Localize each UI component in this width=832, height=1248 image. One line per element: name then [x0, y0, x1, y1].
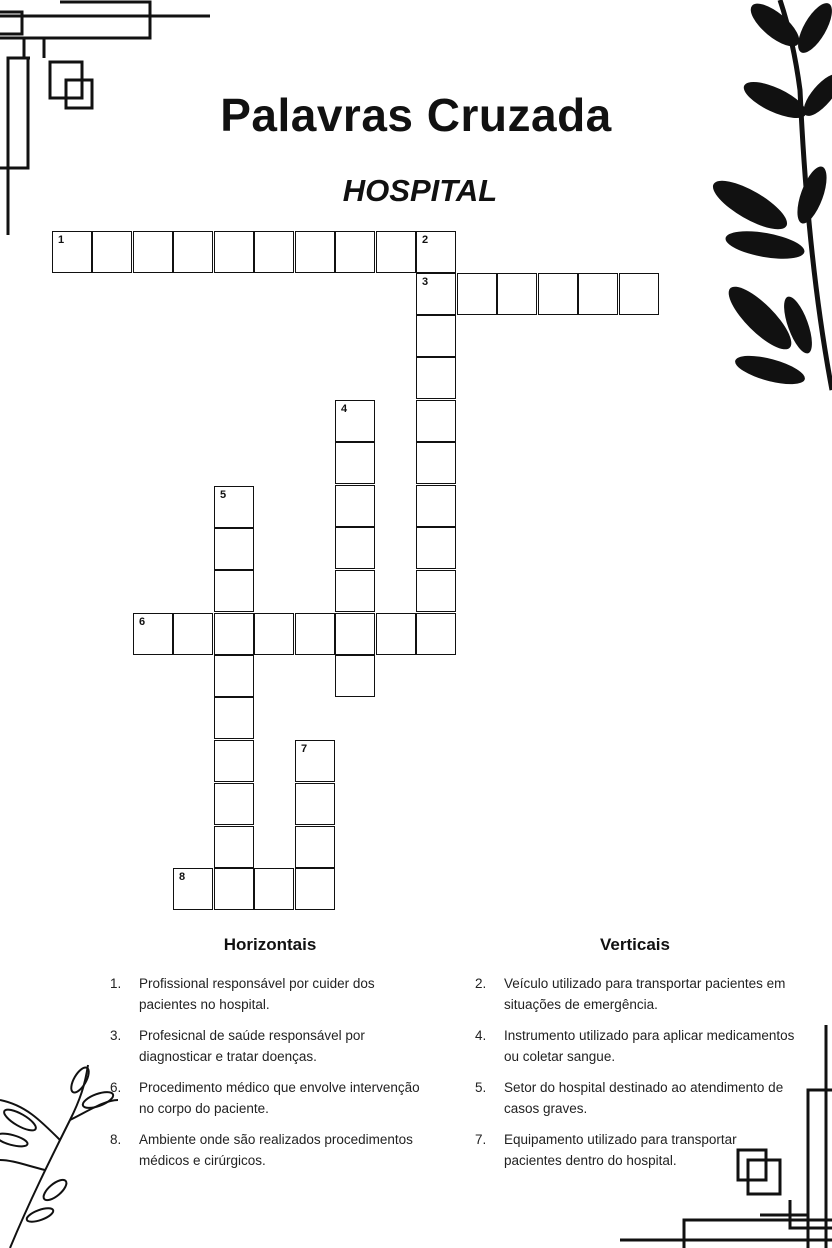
crossword-cell[interactable] — [133, 231, 173, 273]
crossword-cell[interactable] — [295, 826, 335, 868]
clue-item-text: Veículo utilizado para transportar pacientes em situações de emergência. — [504, 976, 786, 1012]
crossword-cell[interactable] — [376, 613, 416, 655]
crossword-cell[interactable] — [173, 231, 213, 273]
clue-item-text: Profissional responsável por cuider dos pacientes no hospital. — [139, 976, 375, 1012]
crossword-cell[interactable] — [335, 655, 375, 697]
crossword-cell[interactable] — [92, 231, 132, 273]
crossword-cell[interactable] — [214, 655, 254, 697]
crossword-cell[interactable] — [254, 231, 294, 273]
clue-number: 6 — [139, 616, 146, 628]
vertical-clues — [475, 935, 795, 1181]
clue-item-number: 4. — [475, 1028, 487, 1043]
crossword-cell[interactable] — [335, 400, 375, 442]
crossword-cell[interactable] — [416, 400, 456, 442]
crossword-cell[interactable] — [416, 570, 456, 612]
crossword-cell[interactable] — [214, 868, 254, 910]
crossword-cell[interactable] — [214, 697, 254, 739]
clue-item-number: 7. — [475, 1132, 487, 1147]
crossword-cell[interactable] — [497, 273, 537, 315]
crossword-cell[interactable] — [335, 570, 375, 612]
crossword-cell[interactable] — [214, 231, 254, 273]
clue-number: 8 — [179, 871, 186, 883]
crossword-cell[interactable] — [254, 868, 294, 910]
crossword-cell[interactable] — [295, 613, 335, 655]
crossword-cell[interactable] — [214, 613, 254, 655]
clue-item-text: Instrumento utilizado para aplicar medicamentos ou coletar sangue. — [504, 1028, 795, 1064]
crossword-cell[interactable] — [416, 357, 456, 399]
crossword-cell[interactable] — [295, 740, 335, 782]
crossword-cell[interactable] — [214, 783, 254, 825]
crossword-cell[interactable] — [578, 273, 618, 315]
clue-number: 4 — [341, 403, 348, 415]
crossword-cell[interactable] — [214, 740, 254, 782]
clue-item-text: Ambiente onde são realizados procedimentos médicos e cirúrgicos. — [139, 1132, 413, 1168]
clue-item-number: 2. — [475, 976, 487, 991]
clue-item-text: Setor do hospital destinado ao atendimento de casos graves. — [504, 1080, 784, 1116]
clue-item — [110, 973, 430, 1015]
clue-item-number: 5. — [475, 1080, 487, 1095]
crossword-cell[interactable] — [457, 273, 497, 315]
clue-item-number: 8. — [110, 1132, 122, 1147]
crossword-cell[interactable] — [416, 442, 456, 484]
crossword-cell[interactable] — [376, 231, 416, 273]
crossword-cell[interactable] — [538, 273, 578, 315]
puzzle-theme: HOSPITAL — [342, 173, 498, 208]
clue-item — [110, 1077, 430, 1119]
crossword-cell[interactable] — [295, 868, 335, 910]
crossword-cell[interactable] — [416, 485, 456, 527]
clue-item — [110, 1129, 430, 1171]
clue-item — [475, 1025, 795, 1067]
clue-item — [475, 1129, 795, 1171]
clue-number: 3 — [422, 276, 429, 288]
crossword-cell[interactable] — [173, 868, 213, 910]
crossword-cell[interactable] — [254, 613, 294, 655]
crossword-cell[interactable] — [335, 613, 375, 655]
clue-item-number: 1. — [110, 976, 122, 991]
clue-item-text: Profesicnal de saúde responsável por diagnosticar e tratar doenças. — [139, 1028, 365, 1064]
clue-number: 1 — [58, 234, 65, 246]
crossword-cell[interactable] — [416, 527, 456, 569]
crossword-cell[interactable] — [416, 231, 456, 273]
horizontal-clues — [110, 935, 430, 1181]
crossword-cell[interactable] — [214, 826, 254, 868]
horizontal-clues-heading: Horizontais — [223, 935, 317, 954]
crossword-cell[interactable] — [295, 783, 335, 825]
clue-item — [110, 1025, 430, 1067]
clue-number: 5 — [220, 489, 227, 501]
clue-number: 2 — [422, 234, 429, 246]
clue-item-text: Equipamento utilizado para transportar pacientes dentro do hospital. — [504, 1132, 737, 1168]
crossword-cell[interactable] — [295, 231, 335, 273]
crossword-cell[interactable] — [335, 442, 375, 484]
crossword-cell[interactable] — [52, 231, 92, 273]
crossword-cell[interactable] — [214, 486, 254, 528]
clue-item-number: 6. — [110, 1080, 122, 1095]
crossword-cell[interactable] — [416, 315, 456, 357]
crossword-cell[interactable] — [619, 273, 659, 315]
clue-number: 7 — [301, 743, 308, 755]
crossword-cell[interactable] — [335, 485, 375, 527]
crossword-cell[interactable] — [335, 231, 375, 273]
crossword-cell[interactable] — [214, 528, 254, 570]
page-title: Palavras Cruzada — [220, 89, 612, 141]
crossword-cell[interactable] — [416, 613, 456, 655]
clue-item-text: Procedimento médico que envolve intervenção no corpo do paciente. — [139, 1080, 420, 1116]
crossword-cell[interactable] — [335, 527, 375, 569]
crossword-cell[interactable] — [416, 273, 456, 315]
clue-item — [475, 973, 795, 1015]
vertical-clues-heading: Verticais — [600, 935, 670, 954]
clue-item-number: 3. — [110, 1028, 122, 1043]
crossword-cell[interactable] — [133, 613, 173, 655]
clue-item — [475, 1077, 795, 1119]
crossword-cell[interactable] — [214, 570, 254, 612]
crossword-cell[interactable] — [173, 613, 213, 655]
